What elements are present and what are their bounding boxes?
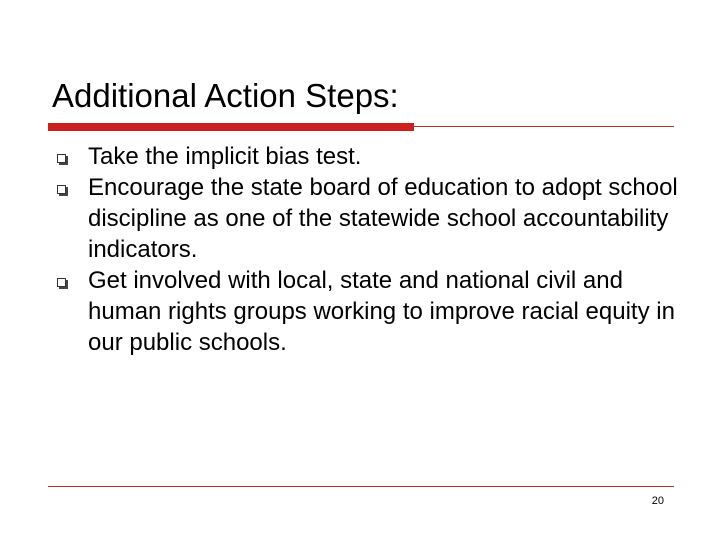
bullet-text: Take the implicit bias test. — [88, 143, 362, 170]
square-bullet-icon — [57, 185, 66, 194]
title-accent-bar — [48, 123, 414, 131]
footer-rule — [48, 486, 674, 487]
square-bullet-icon — [57, 154, 66, 163]
bullet-item — [54, 141, 694, 172]
bullet-item — [54, 172, 694, 265]
page-number: 20 — [651, 495, 664, 507]
slide-title: Additional Action Steps: — [52, 77, 399, 114]
square-bullet-icon — [57, 278, 66, 287]
bullet-text: Get involved with local, state and national civil and human rights groups working to improve racial equity in our public schools. — [88, 267, 675, 356]
bullet-text: Encourage the state board of education to adopt school discipline as one of the statewide school accountability indicators. — [88, 174, 678, 263]
bullet-item — [54, 265, 694, 358]
bullet-list — [54, 141, 694, 358]
